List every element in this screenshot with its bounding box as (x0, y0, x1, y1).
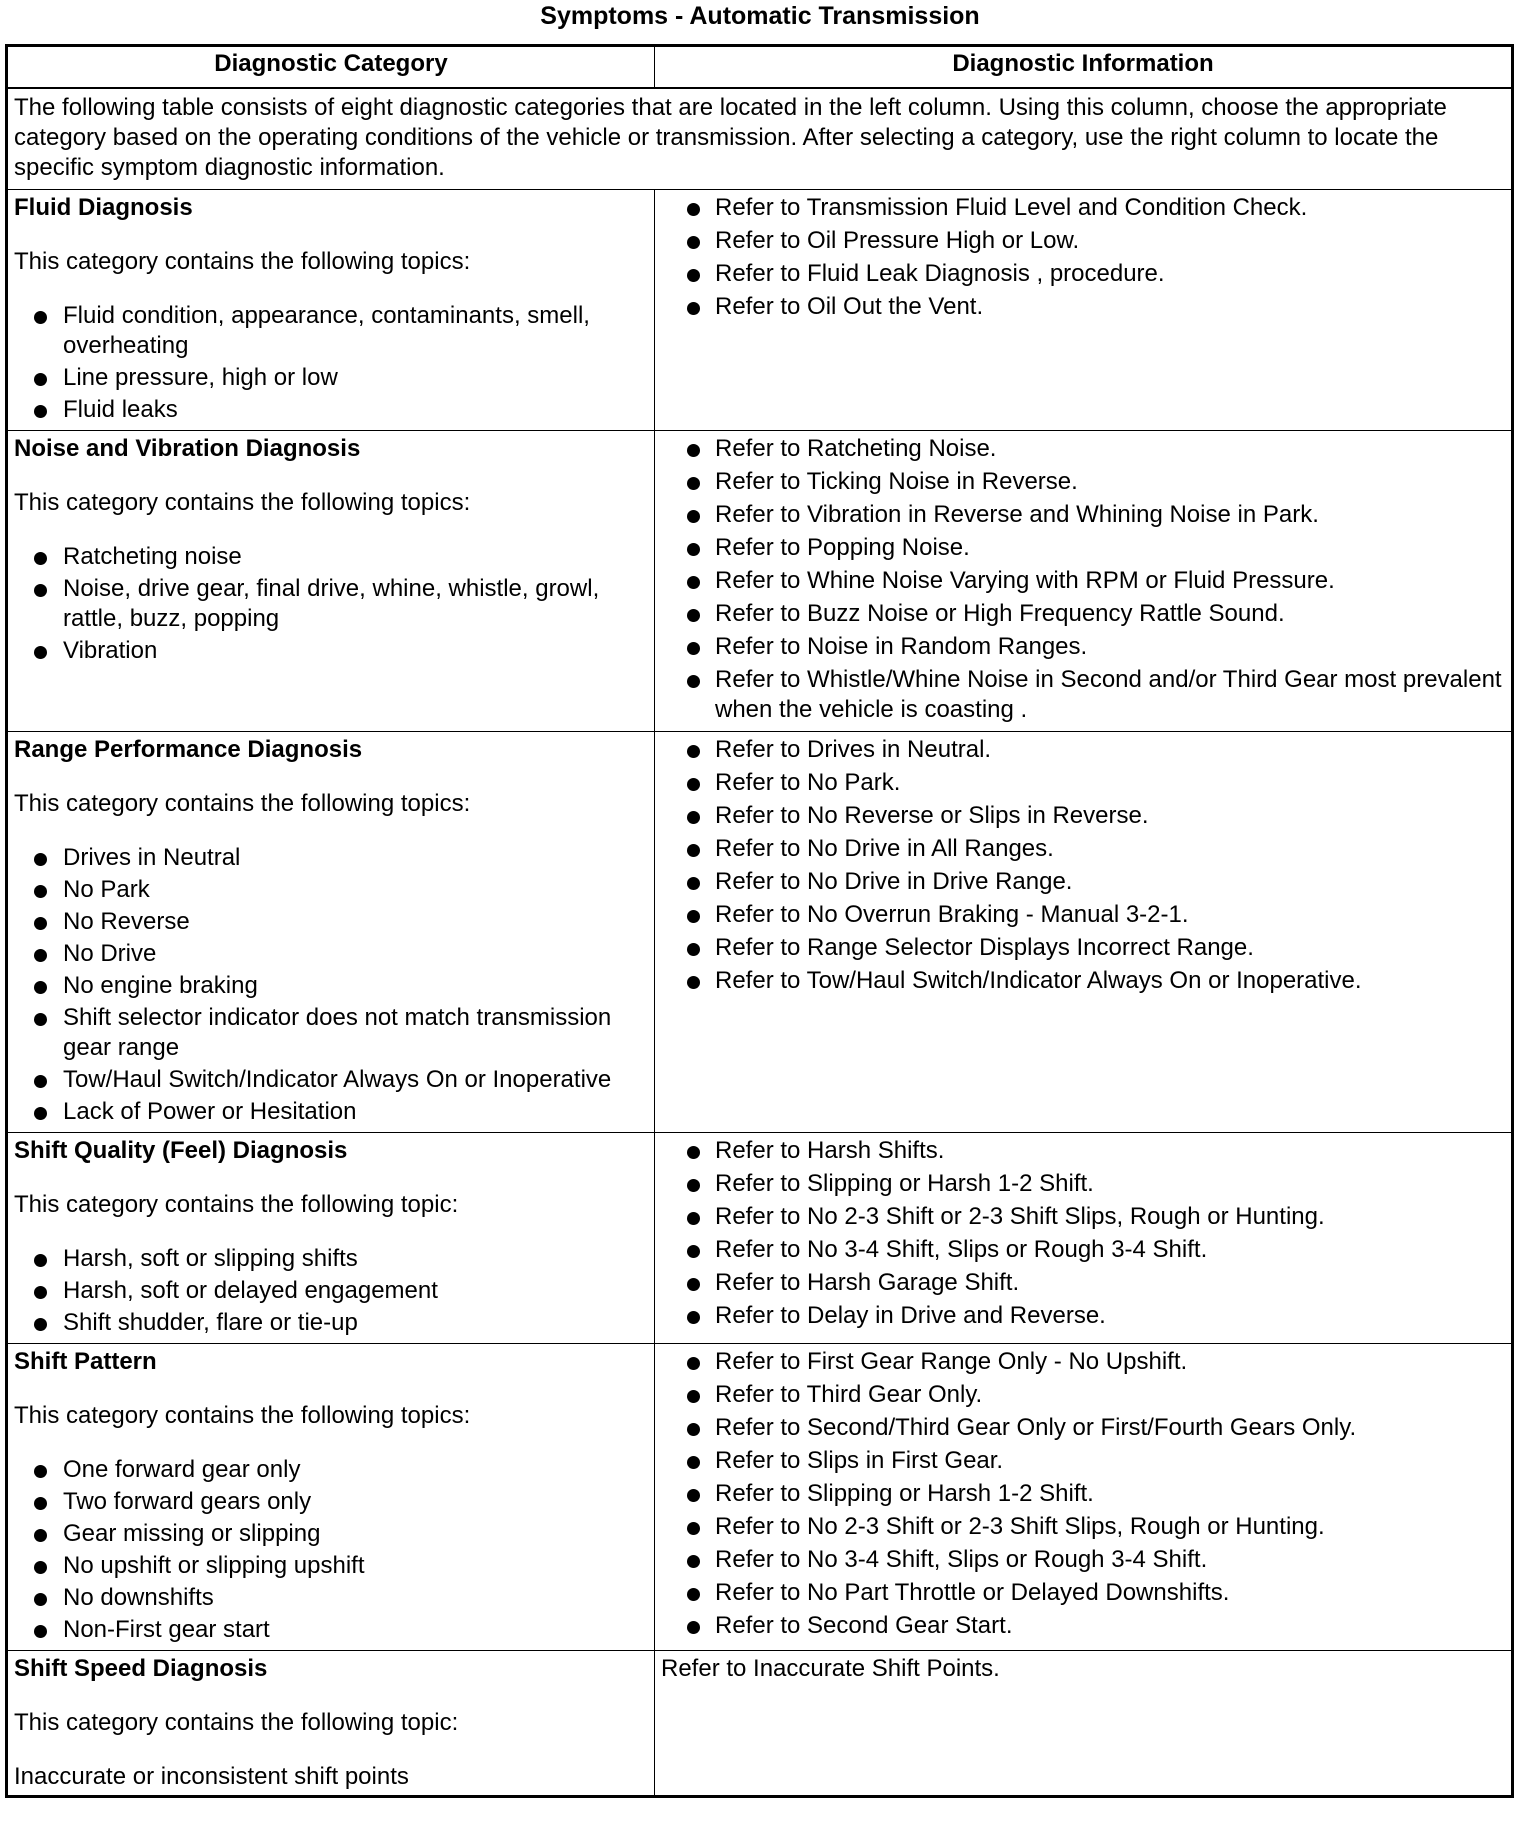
topic-item: Lack of Power or Hesitation (14, 1097, 648, 1127)
topic-list (14, 301, 648, 425)
information-item: Refer to Transmission Fluid Level and Condition Check. (661, 193, 1505, 223)
topic-item: No Reverse (14, 907, 648, 937)
information-item: Refer to Buzz Noise or High Frequency Rattle Sound. (661, 599, 1505, 629)
information-list (661, 193, 1505, 322)
category-subtitle: This category contains the following topic: (14, 1709, 459, 1736)
information-item: Refer to Second Gear Start. (661, 1611, 1505, 1641)
information-list (661, 1136, 1505, 1331)
category-row (7, 431, 1513, 732)
topic-item: Vibration (14, 636, 648, 666)
information-item: Refer to First Gear Range Only - No Upshift. (661, 1347, 1505, 1377)
category-subtitle: This category contains the following topic: (14, 1191, 459, 1218)
information-item: Refer to Third Gear Only. (661, 1380, 1505, 1410)
topic-item: No engine braking (14, 971, 648, 1001)
category-title: Shift Pattern (14, 1348, 157, 1375)
topic-item: No downshifts (14, 1583, 648, 1613)
diagnostic-table (5, 44, 1514, 1798)
category-title: Noise and Vibration Diagnosis (14, 435, 361, 462)
information-item: Refer to No Park. (661, 768, 1505, 798)
information-item: Refer to Inaccurate Shift Points. (661, 1655, 1000, 1682)
information-item: Refer to Second/Third Gear Only or First/Fourth Gears Only. (661, 1413, 1505, 1443)
category-title: Shift Quality (Feel) Diagnosis (14, 1137, 348, 1164)
information-item: Refer to No Drive in All Ranges. (661, 834, 1505, 864)
information-item: Refer to Slips in First Gear. (661, 1446, 1505, 1476)
topic-item: Drives in Neutral (14, 843, 648, 873)
topic-item: No upshift or slipping upshift (14, 1551, 648, 1581)
information-item: Refer to Popping Noise. (661, 533, 1505, 563)
page-title: Symptoms - Automatic Transmission (540, 2, 980, 30)
information-item: Refer to No Part Throttle or Delayed Downshifts. (661, 1578, 1505, 1608)
category-row (7, 1344, 1513, 1651)
information-cell (655, 431, 1513, 732)
information-item: Refer to No 2-3 Shift or 2-3 Shift Slips, Rough or Hunting. (661, 1202, 1505, 1232)
information-item: Refer to No Drive in Drive Range. (661, 867, 1505, 897)
information-item: Refer to Slipping or Harsh 1-2 Shift. (661, 1479, 1505, 1509)
intro-text: The following table consists of eight diagnostic categories that are located in the left column. Using this column, choose the appropriate category based on the operating conditions of the vehicle or transmission. After selecting a category, use the right column to locate the specific symptom diagnostic information. (7, 88, 1513, 190)
category-cell (7, 1344, 655, 1651)
topic-item: Shift selector indicator does not match transmission gear range (14, 1003, 648, 1063)
category-subtitle: This category contains the following topics: (14, 248, 471, 275)
information-item: Refer to Ticking Noise in Reverse. (661, 467, 1505, 497)
category-row (7, 190, 1513, 431)
category-row (7, 1651, 1513, 1797)
topic-item: Inaccurate or inconsistent shift points (14, 1763, 409, 1790)
header-row (7, 46, 1513, 89)
category-subtitle: This category contains the following topics: (14, 790, 471, 817)
topic-list (14, 1455, 648, 1645)
topic-item: Ratcheting noise (14, 542, 648, 572)
topic-item: Harsh, soft or delayed engagement (14, 1276, 648, 1306)
category-title: Shift Speed Diagnosis (14, 1655, 268, 1682)
information-cell (655, 1133, 1513, 1344)
topic-item: Fluid condition, appearance, contaminants, smell, overheating (14, 301, 648, 361)
information-item: Refer to Fluid Leak Diagnosis , procedure. (661, 259, 1505, 289)
topic-list (14, 843, 648, 1127)
topic-item: No Drive (14, 939, 648, 969)
intro-row (7, 88, 1513, 190)
header-diagnostic-information: Diagnostic Information (655, 46, 1513, 89)
category-title: Range Performance Diagnosis (14, 736, 363, 763)
topic-item: No Park (14, 875, 648, 905)
information-list (661, 1347, 1505, 1641)
topic-item: Non-First gear start (14, 1615, 648, 1645)
topic-item: Gear missing or slipping (14, 1519, 648, 1549)
information-cell (655, 1344, 1513, 1651)
category-cell (7, 1133, 655, 1344)
information-cell (655, 732, 1513, 1133)
information-cell (655, 190, 1513, 431)
topic-item: Tow/Haul Switch/Indicator Always On or Inoperative (14, 1065, 648, 1095)
information-item: Refer to Delay in Drive and Reverse. (661, 1301, 1505, 1331)
information-item: Refer to Whistle/Whine Noise in Second and/or Third Gear most prevalent when the vehicle is coasting . (661, 665, 1505, 725)
category-title: Fluid Diagnosis (14, 194, 193, 221)
information-item: Refer to Harsh Garage Shift. (661, 1268, 1505, 1298)
category-cell (7, 190, 655, 431)
topic-item: Harsh, soft or slipping shifts (14, 1244, 648, 1274)
topic-item: Line pressure, high or low (14, 363, 648, 393)
topic-item: Noise, drive gear, final drive, whine, whistle, growl, rattle, buzz, popping (14, 574, 648, 634)
information-item: Refer to No Reverse or Slips in Reverse. (661, 801, 1505, 831)
category-row (7, 732, 1513, 1133)
information-item: Refer to No 2-3 Shift or 2-3 Shift Slips, Rough or Hunting. (661, 1512, 1505, 1542)
information-item: Refer to No 3-4 Shift, Slips or Rough 3-4 Shift. (661, 1545, 1505, 1575)
topic-list (14, 1244, 648, 1338)
topic-item: One forward gear only (14, 1455, 648, 1485)
information-item: Refer to Whine Noise Varying with RPM or Fluid Pressure. (661, 566, 1505, 596)
information-item: Refer to No Overrun Braking - Manual 3-2-1. (661, 900, 1505, 930)
information-item: Refer to Drives in Neutral. (661, 735, 1505, 765)
information-item: Refer to Oil Pressure High or Low. (661, 226, 1505, 256)
information-item: Refer to Tow/Haul Switch/Indicator Always On or Inoperative. (661, 966, 1505, 996)
information-item: Refer to Slipping or Harsh 1-2 Shift. (661, 1169, 1505, 1199)
topic-item: Fluid leaks (14, 395, 648, 425)
topic-item: Shift shudder, flare or tie-up (14, 1308, 648, 1338)
category-row (7, 1133, 1513, 1344)
information-cell (655, 1651, 1513, 1797)
header-diagnostic-category: Diagnostic Category (7, 46, 655, 89)
topic-list (14, 542, 648, 666)
category-subtitle: This category contains the following topics: (14, 1402, 471, 1429)
information-item: Refer to Ratcheting Noise. (661, 434, 1505, 464)
information-item: Refer to Vibration in Reverse and Whining Noise in Park. (661, 500, 1505, 530)
category-cell (7, 431, 655, 732)
category-cell (7, 1651, 655, 1797)
category-subtitle: This category contains the following topics: (14, 489, 471, 516)
information-list (661, 434, 1505, 725)
information-item: Refer to Oil Out the Vent. (661, 292, 1505, 322)
information-item: Refer to Range Selector Displays Incorrect Range. (661, 933, 1505, 963)
information-item: Refer to Harsh Shifts. (661, 1136, 1505, 1166)
information-item: Refer to No 3-4 Shift, Slips or Rough 3-4 Shift. (661, 1235, 1505, 1265)
topic-item: Two forward gears only (14, 1487, 648, 1517)
information-list (661, 735, 1505, 996)
information-item: Refer to Noise in Random Ranges. (661, 632, 1505, 662)
category-cell (7, 732, 655, 1133)
